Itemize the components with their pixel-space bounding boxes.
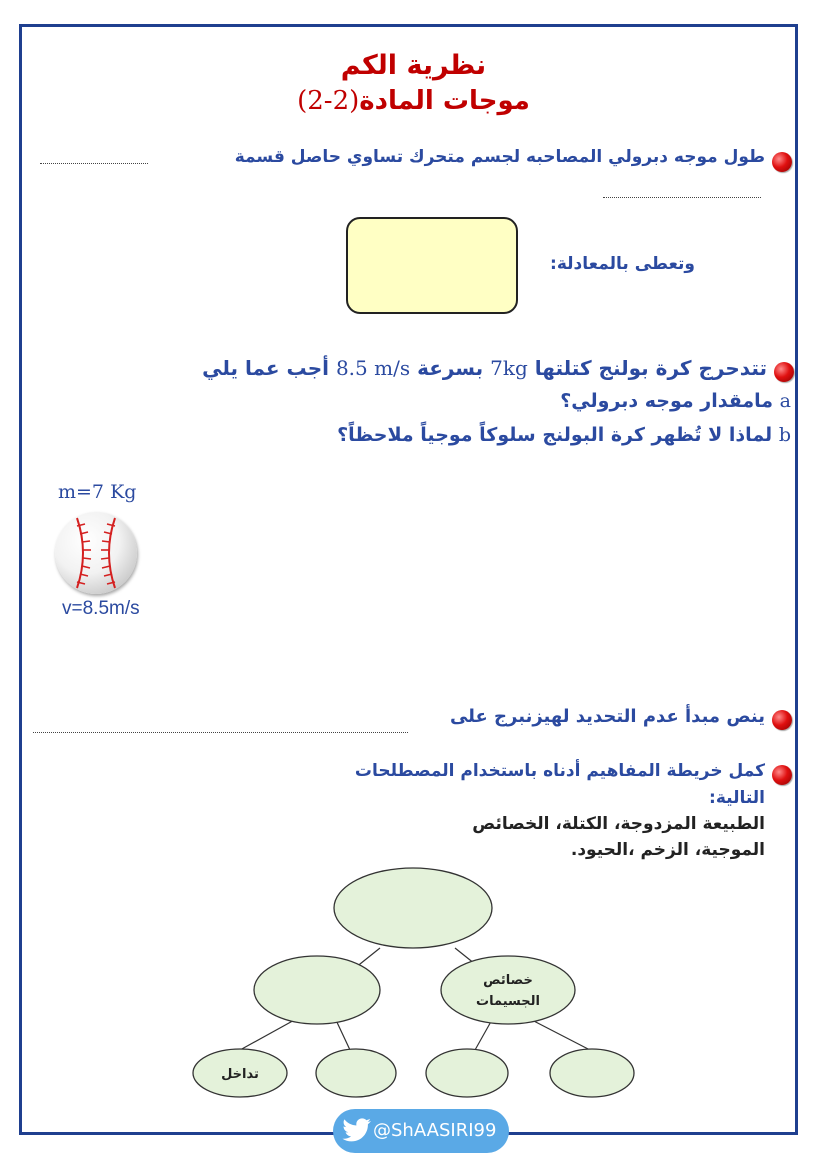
velocity-label: v=8.5m/s <box>62 598 140 619</box>
answer-blank-line <box>33 732 408 733</box>
q2b-text: لماذا لا تُظهر كرة البولنج سلوكاً موجياً ملاحظاً؟ <box>337 424 773 446</box>
q2b-letter: b <box>778 424 791 446</box>
right-node-line1: خصائص <box>483 973 533 988</box>
answer-blank-line <box>603 197 761 198</box>
question-4-line3: الطبيعة المزدوجة، الكتلة، الخصائص <box>472 814 765 834</box>
bullet-icon <box>772 710 792 730</box>
question-4-line2: التالية: <box>709 788 765 808</box>
question-4-line4: الموجية، الزخم ،الحيود. <box>570 840 765 860</box>
concept-node-top[interactable] <box>334 868 492 948</box>
q2-part2: بسرعة <box>417 356 484 380</box>
leaf-left-label: تداخل <box>221 1067 259 1082</box>
q2-part1: تتدحرج كرة بولنج كتلتها <box>534 356 767 380</box>
concept-leaf-3[interactable] <box>426 1049 508 1097</box>
q2-mass-value: 7kg <box>490 356 528 380</box>
q2a-text: مامقدار موجه دبرولي؟ <box>560 390 774 412</box>
page-subtitle <box>0 86 827 116</box>
q2a-letter: a <box>779 390 791 412</box>
subtitle-text: موجات المادة <box>359 86 530 116</box>
twitter-handle-text: @ShAASIRI99 <box>373 1120 497 1141</box>
twitter-handle-badge[interactable] <box>333 1109 509 1153</box>
concept-leaf-4[interactable] <box>550 1049 634 1097</box>
question-4-line1: كمل خريطة المفاهيم أدناه باستخدام المصطلحات <box>354 761 765 781</box>
subtitle-number: (2-2) <box>297 86 360 116</box>
baseball-icon <box>55 512 137 594</box>
equation-label: وتعطى بالمعادلة: <box>550 254 695 274</box>
right-node-line2: الجسيمات <box>476 994 540 1009</box>
question-3-text: ينص مبدأ عدم التحديد لهيزنبرج على <box>449 706 765 727</box>
q2-speed-value: 8.5 m/s <box>335 356 411 380</box>
bullet-icon <box>774 362 794 382</box>
q2-part3: أجب عما يلي <box>202 356 329 380</box>
question-1-text: طول موجه دبرولي المصاحبه لجسم متحرك تساوي حاصل قسمة <box>234 147 765 167</box>
concept-node-left[interactable] <box>254 956 380 1024</box>
question-2-text <box>202 356 767 380</box>
page-title: نظرية الكم <box>340 50 487 81</box>
bullet-icon <box>772 765 792 785</box>
answer-blank-line <box>40 163 148 164</box>
mass-label: m=7 Kg <box>58 481 137 503</box>
question-2b <box>337 424 791 446</box>
twitter-bird-icon <box>342 1118 372 1144</box>
bullet-icon <box>772 152 792 172</box>
concept-leaf-2[interactable] <box>316 1049 396 1097</box>
equation-answer-box[interactable] <box>346 217 518 314</box>
concept-node-right <box>441 956 575 1024</box>
concept-map <box>0 860 827 1110</box>
question-2a <box>560 390 791 412</box>
